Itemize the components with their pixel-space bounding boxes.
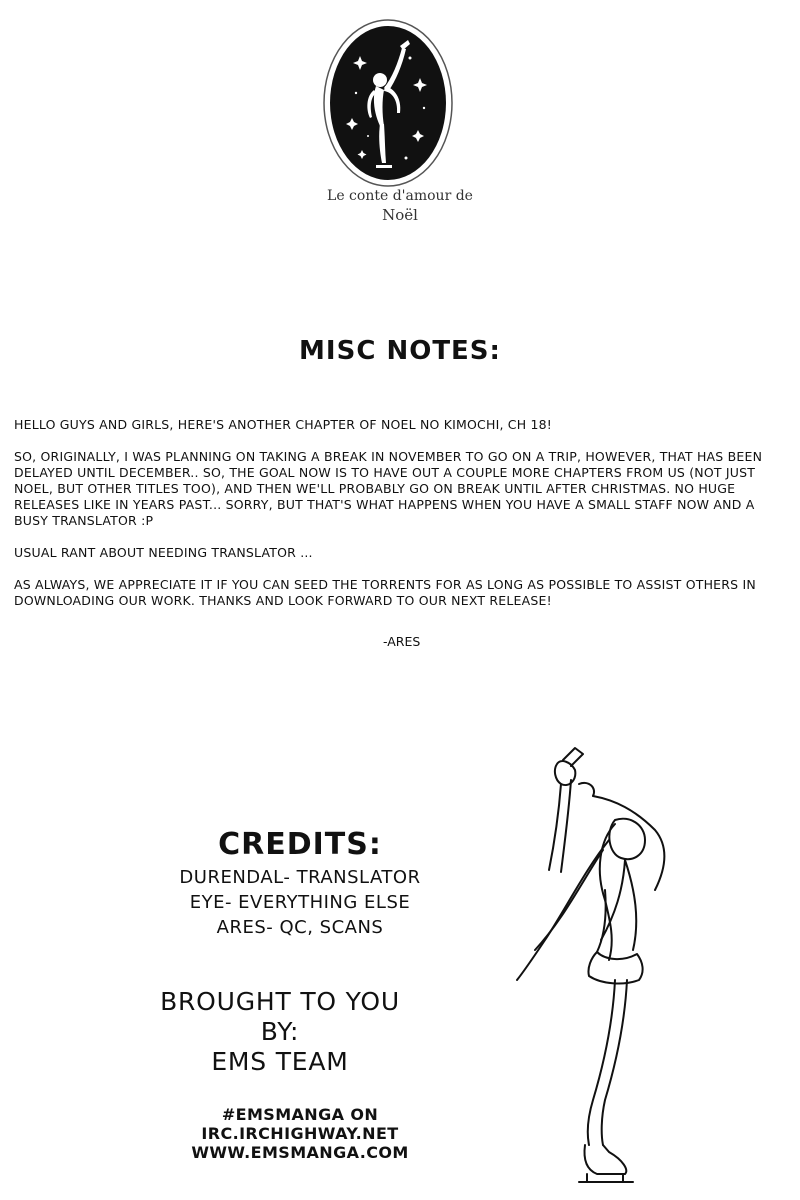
notes-body <box>14 417 790 625</box>
notes-paragraph: AS ALWAYS, WE APPRECIATE IT IF YOU CAN SEED THE TORRENTS FOR AS LONG AS POSSIBLE TO ASSIST OTHERS IN DOWNLOADING OUR WORK. THANKS AND LOOK FORWARD TO OUR NEXT RELEASE! <box>14 577 756 608</box>
notes-paragraph: USUAL RANT ABOUT NEEDING TRANSLATOR ... <box>14 545 313 560</box>
credits-heading: CREDITS: <box>218 827 382 862</box>
website-url: WWW.EMSMANGA.COM <box>191 1143 409 1162</box>
figure-skater-illustration-icon <box>505 740 705 1200</box>
notes-paragraph: SO, ORIGINALLY, I WAS PLANNING ON TAKING A BREAK IN NOVEMBER TO GO ON A TRIP, HOWEVER, THAT HAS BEEN DELAYED UNTIL DECEMBER.. SO, THE GOAL NOW IS TO HAVE OUT A COUPLE MORE CHAPTERS FROM US (NOT JUST NOEL, BUT OTHER TITLES TOO), AND THEN WE'LL PROBABLY GO ON BREAK UNTIL AFTER CHRISTMAS. NO HUGE RELEASES LIKE IN YEARS PAST... SORRY, BUT THAT'S WHAT HAPPENS WHEN YOU HAVE A SMALL STAFF NOW AND A BUSY TRANSLATOR :P <box>14 449 763 528</box>
brought-to-you-section <box>100 987 460 1077</box>
logo-title: Le conte d'amour de <box>327 188 473 204</box>
irc-channel: #EMSMANGA ON <box>221 1105 379 1124</box>
notes-paragraph: HELLO GUYS AND GIRLS, HERE'S ANOTHER CHAPTER OF NOEL NO KIMOCHI, CH 18! <box>14 417 553 432</box>
logo-subtitle: Noël <box>382 206 418 224</box>
credits-section <box>120 825 480 940</box>
skater-oval-emblem-icon <box>322 18 454 188</box>
brought-line: BROUGHT TO YOU <box>160 987 400 1016</box>
contact-section <box>100 1105 500 1162</box>
credit-line: EYE- EVERYTHING ELSE <box>189 892 411 913</box>
credit-line: ARES- QC, SCANS <box>216 917 384 938</box>
irc-server: IRC.IRCHIGHWAY.NET <box>201 1124 399 1143</box>
team-name: EMS TEAM <box>211 1047 349 1076</box>
series-logo <box>300 18 500 228</box>
credit-line: DURENDAL- TRANSLATOR <box>179 867 421 888</box>
brought-line: BY: <box>260 1017 300 1046</box>
notes-heading: MISC NOTES: <box>299 336 501 366</box>
notes-signoff: -ARES <box>383 634 421 649</box>
